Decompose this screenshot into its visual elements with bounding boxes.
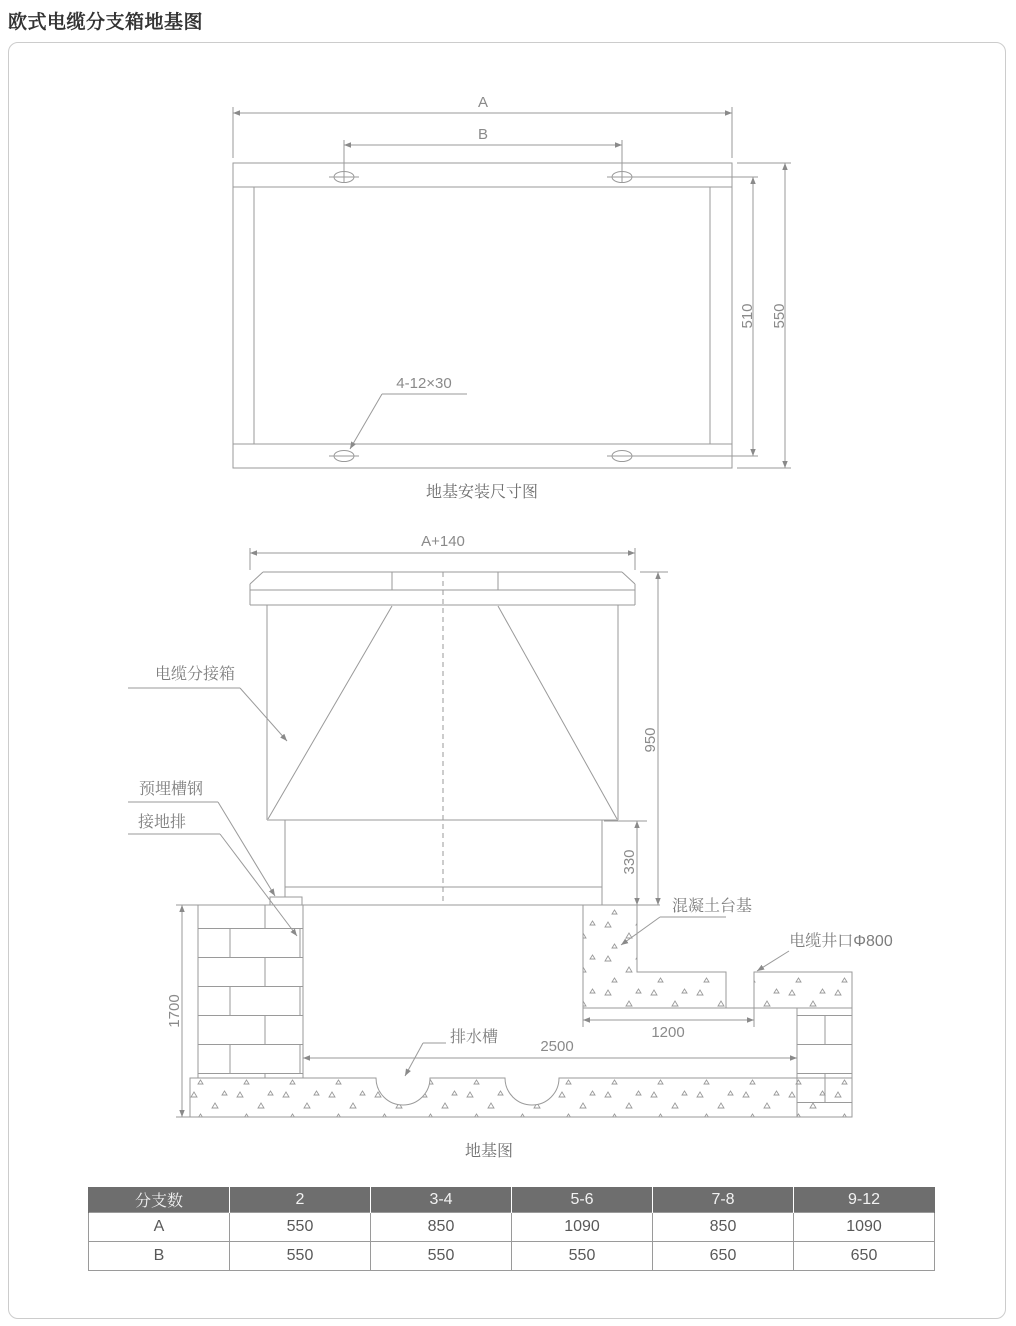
dim-510-text: 510 — [739, 303, 756, 329]
row-b-val-3: 550 — [512, 1242, 653, 1271]
table-row-a — [89, 1213, 935, 1242]
dim-2500-text: 2500 — [540, 1038, 574, 1055]
dim-a-text: A — [477, 94, 489, 111]
row-a-val-4: 850 — [653, 1213, 794, 1242]
foundation-caption: 地基图 — [464, 1143, 514, 1160]
dim-a140-text: A+140 — [421, 533, 465, 550]
install-drawing — [233, 94, 791, 501]
bolt-note-text: 4-12×30 — [396, 375, 452, 392]
dim-510 — [739, 177, 756, 456]
bolt-note — [350, 375, 467, 449]
dim-330-text: 330 — [621, 849, 638, 875]
label-drain-text: 排水槽 — [449, 1029, 499, 1046]
header-col-1: 2 — [230, 1187, 371, 1213]
dim-950 — [640, 572, 668, 905]
row-a-val-2: 850 — [371, 1213, 512, 1242]
dim-b — [344, 126, 622, 145]
label-concrete-base-text: 混凝土台基 — [671, 898, 753, 915]
floor-slab — [190, 1078, 852, 1117]
row-a-val-3: 1090 — [512, 1213, 653, 1242]
dim-b-text: B — [477, 126, 489, 143]
label-cabinet-text: 电缆分接箱 — [154, 666, 236, 683]
row-b-val-2: 550 — [371, 1242, 512, 1271]
row-b-label: B — [89, 1242, 230, 1271]
header-col-5: 9-12 — [794, 1187, 935, 1213]
dim-950-text: 950 — [642, 727, 659, 753]
row-b-val-1: 550 — [230, 1242, 371, 1271]
table-row-b — [89, 1242, 935, 1271]
left-brick-wall — [198, 905, 303, 1078]
header-col-3: 5-6 — [512, 1187, 653, 1213]
page-title: 欧式电缆分支箱地基图 — [8, 12, 204, 33]
row-a-val-5: 1090 — [794, 1213, 935, 1242]
dim-1200-text: 1200 — [651, 1024, 685, 1041]
row-a-val-1: 550 — [230, 1213, 371, 1242]
bolt-holes — [329, 140, 758, 462]
row-b-val-5: 650 — [794, 1242, 935, 1271]
spec-table-header-row — [89, 1187, 935, 1213]
dim-1700-text: 1700 — [166, 994, 183, 1028]
label-channel-steel-text: 预埋槽钢 — [138, 781, 204, 798]
base-frame — [233, 163, 732, 468]
label-cabinet — [128, 665, 287, 741]
foundation-drawing — [128, 533, 893, 1160]
dim-330 — [604, 821, 647, 905]
right-brick-wall — [797, 1008, 852, 1117]
header-col-4: 7-8 — [653, 1187, 794, 1213]
label-concrete-base — [621, 897, 752, 945]
dim-1700 — [166, 905, 192, 1117]
row-b-val-4: 650 — [653, 1242, 794, 1271]
dim-550-text: 550 — [771, 303, 788, 329]
label-drain — [405, 1028, 498, 1076]
dim-2500 — [303, 1038, 797, 1058]
right-concrete-block — [754, 972, 852, 1008]
label-cable-well-text: 电缆井口Φ800 — [789, 933, 893, 950]
spec-table — [88, 1187, 935, 1271]
plinth — [270, 820, 602, 905]
label-channel-steel — [128, 780, 275, 896]
dim-a140 — [250, 533, 635, 570]
install-caption: 地基安装尺寸图 — [425, 484, 539, 501]
label-ground-bar-text: 接地排 — [137, 814, 187, 831]
header-col-2: 3-4 — [371, 1187, 512, 1213]
row-a-label: A — [89, 1213, 230, 1242]
header-branch-count: 分支数 — [89, 1187, 230, 1213]
label-cable-well — [757, 932, 893, 971]
